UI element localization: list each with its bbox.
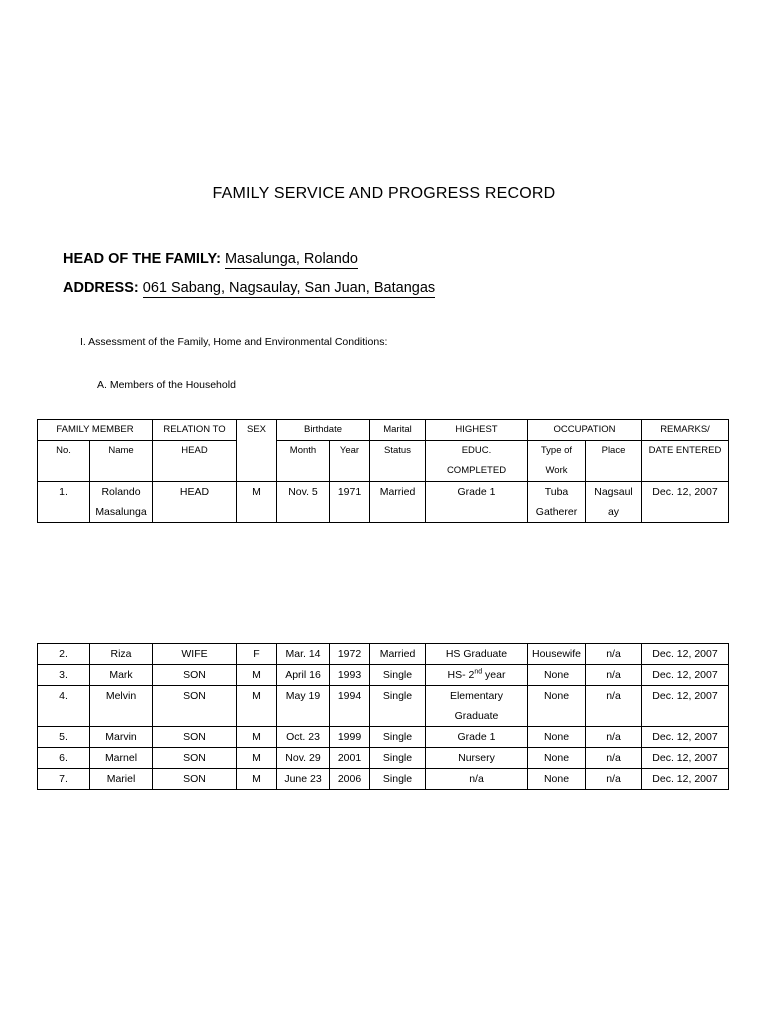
- cell-work: None: [528, 748, 586, 769]
- cell-educ: Grade 1: [426, 482, 528, 523]
- cell-educ: HS Graduate: [426, 644, 528, 665]
- cell-work: None: [528, 686, 586, 727]
- header-row-1: [38, 420, 729, 441]
- cell-year: 1972: [330, 644, 370, 665]
- cell-name: Mark: [90, 665, 153, 686]
- cell-sex: F: [237, 644, 277, 665]
- header-type-of: Type of: [540, 445, 573, 456]
- cell-sex: M: [237, 686, 277, 727]
- cell-remarks: Dec. 12, 2007: [642, 686, 729, 727]
- cell-educ-line2: Graduate: [454, 710, 499, 722]
- address-value: 061 Sabang, Nagsaulay, San Juan, Batangas: [142, 280, 436, 296]
- cell-marital: Single: [370, 727, 426, 748]
- cell-remarks: Dec. 12, 2007: [642, 665, 729, 686]
- section-title: I. Assessment of the Family, Home and Environmental Conditions:: [80, 336, 388, 348]
- cell-month: Oct. 23: [277, 727, 330, 748]
- cell-name: Marnel: [90, 748, 153, 769]
- cell-educ-suffix: year: [482, 669, 506, 681]
- cell-educ: [426, 686, 528, 727]
- cell-marital: Single: [370, 769, 426, 790]
- header-family-member: FAMILY MEMBER: [38, 420, 153, 441]
- cell-year: 2001: [330, 748, 370, 769]
- address-line: [63, 280, 435, 296]
- cell-remarks: Dec. 12, 2007: [642, 644, 729, 665]
- cell-sex: M: [237, 727, 277, 748]
- cell-marital: Single: [370, 686, 426, 727]
- cell-year: 1993: [330, 665, 370, 686]
- cell-no: 3.: [38, 665, 90, 686]
- cell-month: Mar. 14: [277, 644, 330, 665]
- header-marital: Marital: [370, 420, 426, 441]
- header-no: No.: [38, 441, 90, 482]
- cell-marital: Single: [370, 748, 426, 769]
- cell-name-line1: Rolando: [101, 486, 141, 498]
- cell-month: April 16: [277, 665, 330, 686]
- header-row-2: [38, 441, 729, 462]
- cell-year: 2006: [330, 769, 370, 790]
- header-occupation: OCCUPATION: [528, 420, 642, 441]
- header-work: Work: [545, 465, 568, 476]
- cell-relation: WIFE: [153, 644, 237, 665]
- cell-relation: SON: [153, 665, 237, 686]
- cell-sex: M: [237, 665, 277, 686]
- cell-marital: Married: [370, 482, 426, 523]
- cell-no: 6.: [38, 748, 90, 769]
- cell-name: Melvin: [90, 686, 153, 727]
- cell-place: n/a: [586, 644, 642, 665]
- header-month: Month: [277, 441, 330, 482]
- cell-sex: M: [237, 769, 277, 790]
- table-row: [38, 482, 729, 523]
- cell-name: Marvin: [90, 727, 153, 748]
- cell-no: 2.: [38, 644, 90, 665]
- household-table-top: [37, 419, 729, 523]
- cell-place: n/a: [586, 727, 642, 748]
- cell-name: [90, 482, 153, 523]
- cell-place: n/a: [586, 748, 642, 769]
- cell-name: Mariel: [90, 769, 153, 790]
- cell-marital: Single: [370, 665, 426, 686]
- cell-educ: [426, 665, 528, 686]
- cell-work: None: [528, 769, 586, 790]
- cell-educ: n/a: [426, 769, 528, 790]
- header-status: Status: [370, 441, 426, 482]
- table-row: [38, 727, 729, 748]
- cell-relation: SON: [153, 748, 237, 769]
- cell-name-line2: Masalunga: [95, 506, 147, 518]
- header-highest: HIGHEST: [426, 420, 528, 441]
- cell-no: 1.: [38, 482, 90, 523]
- header-birthdate: Birthdate: [277, 420, 370, 441]
- header-head: HEAD: [153, 441, 237, 482]
- cell-work-line2: Gatherer: [535, 506, 578, 518]
- cell-work-line1: Tuba: [544, 486, 569, 498]
- cell-place: n/a: [586, 665, 642, 686]
- cell-relation: SON: [153, 727, 237, 748]
- cell-year: 1971: [330, 482, 370, 523]
- header-name: Name: [90, 441, 153, 482]
- cell-place: n/a: [586, 769, 642, 790]
- cell-no: 5.: [38, 727, 90, 748]
- header-type-of-work: [528, 441, 586, 482]
- cell-work: None: [528, 665, 586, 686]
- header-year: Year: [330, 441, 370, 482]
- cell-month: Nov. 5: [277, 482, 330, 523]
- header-completed: COMPLETED: [426, 461, 528, 482]
- header-sex: SEX: [237, 420, 277, 482]
- cell-no: 4.: [38, 686, 90, 727]
- cell-educ: Grade 1: [426, 727, 528, 748]
- cell-no: 7.: [38, 769, 90, 790]
- table-row: [38, 686, 729, 727]
- cell-place-line1: Nagsaul: [594, 486, 633, 498]
- cell-relation: SON: [153, 769, 237, 790]
- header-educ: EDUC.: [426, 441, 528, 462]
- cell-sex: M: [237, 748, 277, 769]
- cell-remarks: Dec. 12, 2007: [642, 748, 729, 769]
- table-row: [38, 665, 729, 686]
- cell-relation: SON: [153, 686, 237, 727]
- subsection-title: A. Members of the Household: [97, 379, 236, 391]
- cell-educ: Nursery: [426, 748, 528, 769]
- cell-remarks: Dec. 12, 2007: [642, 727, 729, 748]
- header-remarks: REMARKS/: [642, 420, 729, 441]
- table-row: [38, 644, 729, 665]
- cell-place: n/a: [586, 686, 642, 727]
- head-of-family-value: Masalunga, Rolando: [224, 251, 358, 267]
- page-title: FAMILY SERVICE AND PROGRESS RECORD: [212, 185, 556, 202]
- table-row: [38, 748, 729, 769]
- cell-work: None: [528, 727, 586, 748]
- cell-month: May 19: [277, 686, 330, 727]
- cell-marital: Married: [370, 644, 426, 665]
- cell-relation: HEAD: [153, 482, 237, 523]
- cell-year: 1994: [330, 686, 370, 727]
- cell-remarks: Dec. 12, 2007: [642, 482, 729, 523]
- cell-month: June 23: [277, 769, 330, 790]
- header-relation-to: RELATION TO: [153, 420, 237, 441]
- header-date-entered: DATE ENTERED: [642, 441, 729, 482]
- table-row: [38, 769, 729, 790]
- cell-month: Nov. 29: [277, 748, 330, 769]
- cell-work: Housewife: [528, 644, 586, 665]
- cell-educ-sup: nd: [474, 668, 483, 676]
- head-of-family-label: HEAD OF THE FAMILY:: [63, 251, 221, 267]
- cell-place: [586, 482, 642, 523]
- cell-place-line2: ay: [607, 506, 620, 518]
- cell-educ-line1: Elementary: [449, 690, 504, 702]
- cell-remarks: Dec. 12, 2007: [642, 769, 729, 790]
- cell-educ-prefix: HS- 2: [447, 669, 475, 681]
- cell-work: [528, 482, 586, 523]
- cell-sex: M: [237, 482, 277, 523]
- head-of-family-line: [63, 251, 358, 267]
- cell-name: Riza: [90, 644, 153, 665]
- address-label: ADDRESS:: [63, 280, 139, 296]
- header-place: Place: [586, 441, 642, 482]
- household-table-bottom: [37, 643, 729, 790]
- cell-year: 1999: [330, 727, 370, 748]
